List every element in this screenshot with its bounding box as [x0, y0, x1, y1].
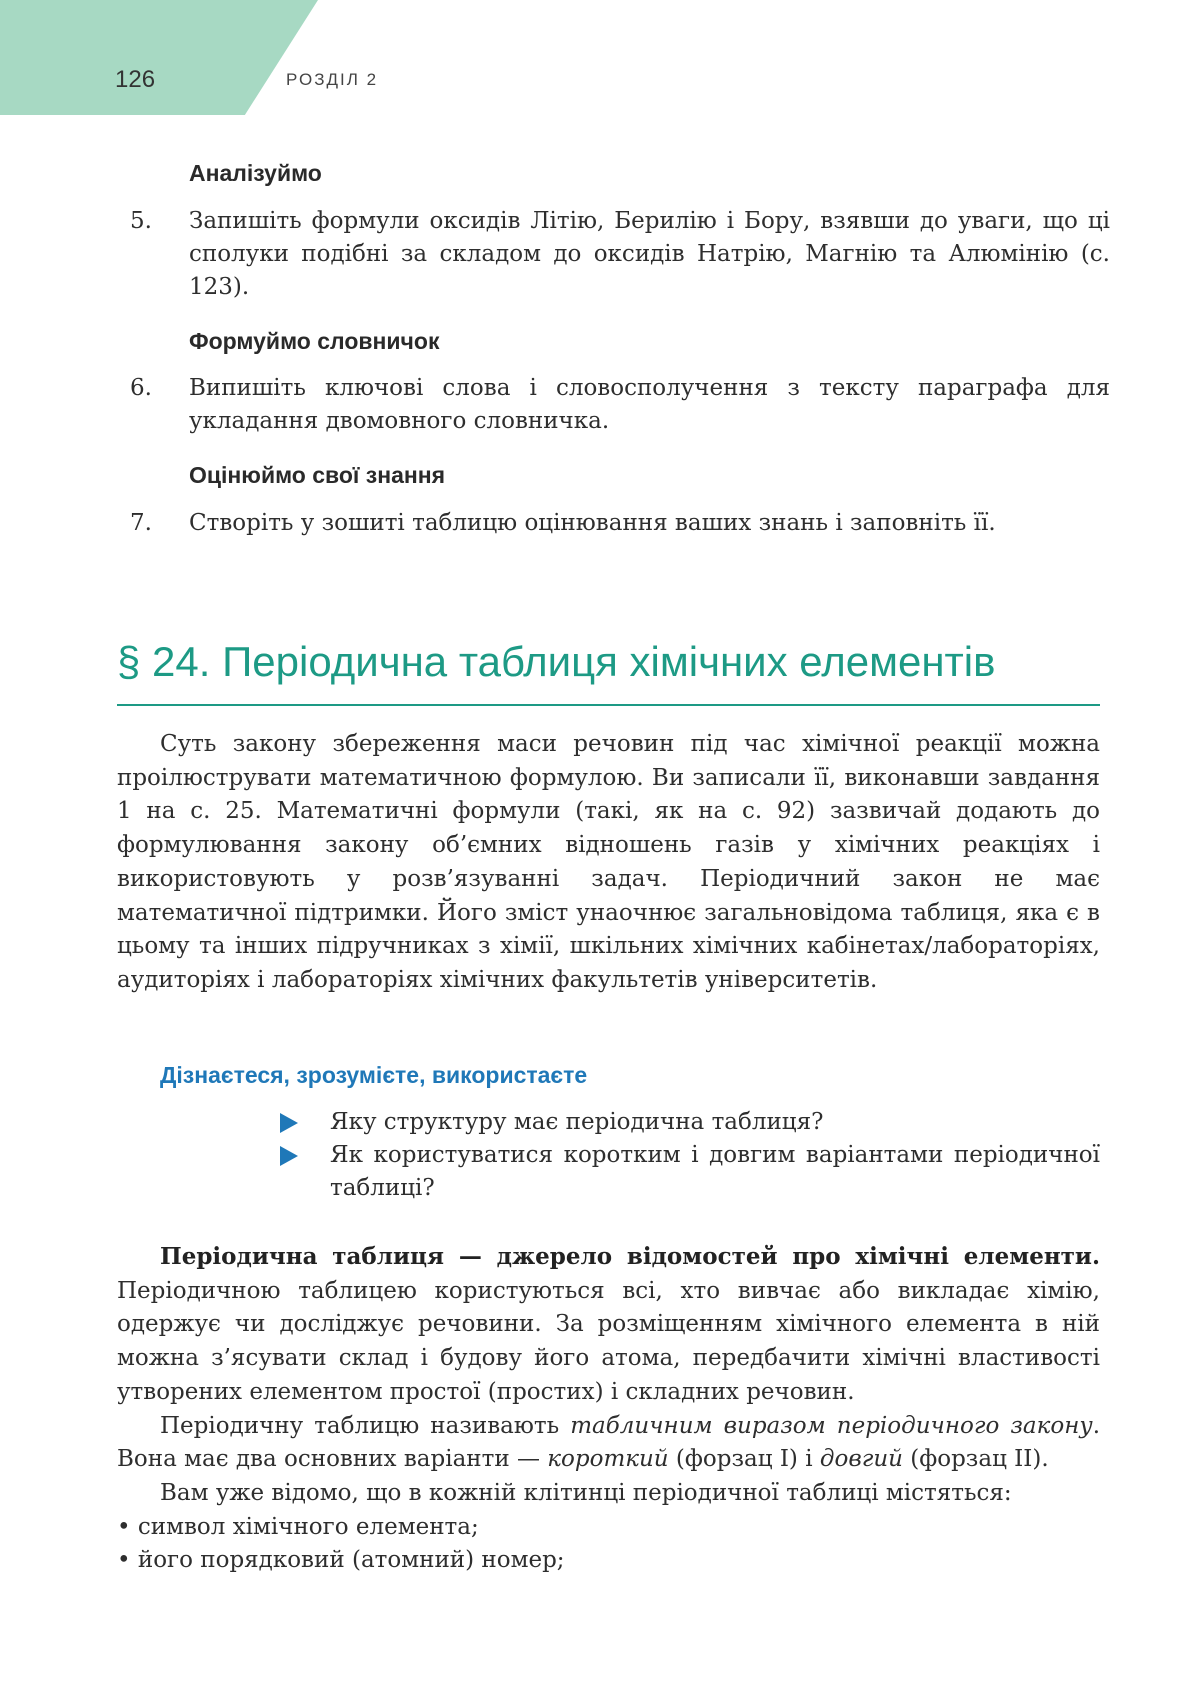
paragraph-title: § 24. Періодична таблиця хімічних елементів [117, 638, 996, 685]
body-paragraph-3: Вам уже відомо, що в кожній клітинці періодичної таблиці містяться: [160, 1479, 1012, 1506]
title-divider [117, 704, 1100, 706]
body-text: Періодичною таблицею користуються всі, хто вивчає або викладає хімію, одержує чи досліджує речовини. За розміщенням хімічного елемента в ній можна з’ясувати склад і будову його атома, передбачити хімічні властивості утворених елементом простої (простих) і складних речовин. [117, 1277, 1100, 1405]
intro-paragraph: Суть закону збереження маси речовин під час хімічної реакції можна проілюструвати математичною формулою. Ви записали її, виконавши завдання 1 на с. 25. Математичні формули (такі, як на с. 92) зазвичай додають до формулювання закону об’ємних відношень газів у хімічних реакціях і використовують у розв’язуванні задач. Періодичний закон не має математичної підтримки. Його зміст унаочнює загальновідома таблиця, яка є в цьому та інших підручниках з хімії, шкільних хімічних кабінетах/лабораторіях, аудиторіях і лабораторіях хімічних факультетів університетів. [117, 731, 1100, 993]
body-text: (форзац II). [902, 1446, 1049, 1473]
bullet-item: • його порядковий (атомний) номер; [117, 1547, 565, 1574]
task-text: Випишіть ключові слова і словосполучення з тексту параграфа для укладання двомовного словничка. [189, 375, 1110, 434]
body-paragraph-1 [117, 1240, 1100, 1410]
task-number: 7. [130, 510, 152, 536]
arrow-right-icon [280, 1146, 298, 1166]
subheading-evaluate: Оцінюймо свої знання [189, 462, 446, 488]
body-section [117, 1240, 1100, 1578]
task-item [130, 372, 1110, 438]
bullet-item: • символ хімічного елемента; [117, 1513, 479, 1540]
learn-heading: Дізнаєтеся, зрозумієте, використаєте [160, 1062, 588, 1088]
subheading-analyze: Аналізуймо [189, 160, 322, 186]
task-item [130, 205, 1110, 304]
body-text: . Вона має два основних варіанти — [117, 1412, 1100, 1473]
subheading-dictionary: Формуймо словничок [189, 328, 440, 354]
question-text: Як користуватися коротким і довгим варіантами періодичної таблиці? [330, 1142, 1100, 1201]
question-text: Яку структуру має періодична таблиця? [330, 1109, 824, 1135]
question-list [280, 1106, 1100, 1205]
list-item [280, 1139, 1100, 1205]
body-text: (форзац I) і [668, 1446, 820, 1473]
task-text: Створіть у зошиті таблицю оцінювання ваших знань і заповніть її. [189, 510, 996, 536]
header-tab [0, 0, 318, 115]
body-text: Періодичну таблицю називають [160, 1412, 571, 1439]
italic-term: довгий [819, 1446, 903, 1473]
body-paragraph-2 [117, 1410, 1100, 1477]
task-number: 5. [130, 208, 152, 234]
task-text: Запишіть формули оксидів Літію, Берилію і Бору, взявши до уваги, що ці сполуки подібні за складом до оксидів Натрію, Магнію та Алюмінію (с. 123). [189, 208, 1110, 300]
italic-term: табличним виразом періодичного закону [570, 1412, 1093, 1439]
italic-term: короткий [547, 1446, 669, 1473]
page-number: 126 [115, 66, 156, 93]
task-item [130, 507, 1110, 540]
list-item [280, 1106, 1100, 1139]
bold-lead: Періодична таблиця — джерело відомостей про хімічні елементи. [160, 1243, 1100, 1270]
task-number: 6. [130, 375, 152, 401]
section-label: РОЗДІЛ 2 [286, 70, 379, 89]
arrow-right-icon [280, 1113, 298, 1133]
